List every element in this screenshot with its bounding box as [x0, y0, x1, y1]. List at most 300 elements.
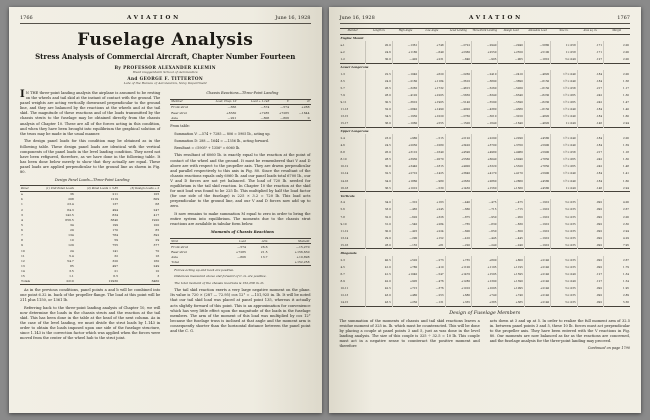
table-cell: .127 — [577, 277, 603, 284]
column-header: Three-Point Landing — [472, 29, 498, 35]
table-cell: —650 — [498, 227, 524, 234]
table-cell: +1470 — [445, 270, 471, 277]
table-cell: .242 — [577, 163, 603, 170]
table-cell: .092 — [577, 199, 603, 206]
table-cell: 6.5 — [113, 274, 119, 279]
table-cell: —4380 — [472, 106, 498, 113]
table-cell: +2630 — [445, 177, 471, 184]
table-cell: —3010 — [472, 113, 498, 120]
table-row — [340, 213, 631, 220]
table-cell: .146 — [577, 120, 603, 128]
group-label: Upper Longerons — [340, 127, 631, 134]
table-cell: 26.5 — [366, 84, 392, 91]
table-cell: 16-18 — [340, 185, 349, 190]
table-cell: +3700 — [498, 142, 524, 149]
moments-table — [170, 238, 310, 266]
column-header: Panel — [20, 186, 35, 191]
table-cell: +7850 — [524, 163, 550, 170]
table-cell: —530 — [419, 184, 445, 192]
table-cell: 1920 — [151, 217, 160, 222]
table-cell: 1.1 — [69, 274, 74, 279]
table-cell: —253 — [419, 292, 445, 299]
table-cell: —131 — [419, 299, 445, 307]
table-cell: 134 — [68, 233, 74, 238]
table-note-3: The total moment of the chassis reactions is 152,258 in. lb. — [174, 280, 265, 285]
table-cell: +4580 — [524, 134, 550, 141]
table-cell: 32.5 — [366, 170, 392, 177]
table-cell: 41.0 — [366, 263, 392, 270]
table-row — [340, 220, 631, 227]
table-cell: +2140 — [524, 270, 550, 277]
table-cell: 15-17 — [340, 121, 349, 126]
table-cell: Total — [171, 260, 179, 265]
column-header: Length in. — [366, 29, 392, 35]
table-cell: +1195 — [498, 263, 524, 270]
table-cell: +250 — [392, 299, 418, 307]
table-cell: 1.41 — [604, 170, 630, 177]
table-cell: —310 — [392, 199, 418, 206]
table-cell: —574 — [260, 105, 270, 110]
table-cell: +1020 — [419, 113, 445, 120]
table-cell: +1010 — [445, 284, 471, 291]
table-cell: +163 — [419, 199, 445, 206]
article-title: Fuselage Analysis — [77, 30, 254, 50]
table-cell: 1¼×.049 — [551, 134, 577, 141]
table-cell: +245 — [419, 206, 445, 213]
table-cell: —8230 — [524, 91, 550, 98]
table-cell: 1219 — [110, 197, 119, 202]
table-row — [340, 48, 631, 55]
table-cell: .184 — [577, 106, 603, 113]
table-cell: +3840 — [445, 170, 471, 177]
column-header: High Angle — [392, 29, 418, 35]
table-caption: Design of Fuselage Members — [449, 310, 521, 316]
table-cell: +2860 — [472, 177, 498, 184]
table-cell: —2722 — [445, 41, 471, 48]
table-cell: +288 — [301, 105, 310, 110]
table-cell: ⅞×.035 — [551, 241, 577, 249]
table-cell: 1.30 — [604, 91, 630, 98]
table-cell: +905 — [392, 277, 418, 284]
table-cell: 68 — [155, 202, 160, 207]
page-number-left: 1766 — [20, 15, 33, 21]
table-cell: —1640 — [472, 120, 498, 128]
table-cell: 29 — [155, 238, 160, 243]
table-cell: —5880 — [524, 41, 550, 48]
table-cell: +980 — [392, 134, 418, 141]
table-cell: —5590 — [498, 98, 524, 105]
table-cell: +5900 — [524, 142, 550, 149]
table-cell: —420 — [392, 55, 418, 63]
table-cell: —220 — [445, 241, 471, 249]
table-cell: +1100 — [445, 263, 471, 270]
summation-v: Summation V: —574 + 7285 — 806 = 5905 lb., acting up. — [174, 131, 271, 136]
table-cell: 2-3 — [340, 257, 345, 262]
table-row — [340, 184, 631, 192]
table-cell: +1095 — [472, 284, 498, 291]
byline-author-2: And GEORGE F. TITTERTON — [127, 76, 204, 81]
table-cell: +1732 — [419, 84, 445, 91]
table-cell: —650 — [472, 227, 498, 234]
table-cell: +6040 — [498, 156, 524, 163]
table-cell: +152,258 — [294, 260, 310, 265]
table-cell: ⅞×.035 — [551, 256, 577, 263]
table-cell: —905 — [472, 55, 498, 63]
table-cell: 3 — [21, 212, 23, 217]
table-cell: —1910 — [524, 234, 550, 241]
table-cell: 1¼×.049 — [551, 177, 577, 184]
table-cell: —875 — [445, 213, 471, 220]
table-row — [340, 120, 631, 128]
table-row — [340, 41, 631, 48]
header-rule-left — [20, 23, 311, 24]
table-cell: a-1 — [340, 42, 345, 47]
table-cell: +748 — [419, 41, 445, 48]
paragraph: The tail skid reaction exerts a very large negative moment on the plane. Its value is 720 × (287 — 72.95) cos 12° = —151,925 in. lb. It will be noted that our tail skid load was placed at panel point 135, whereas it actually acts slightly forward of this point. This is an approximation for convenience which has very little effect upon the magnitude of the loads in the fuselage members. The arm of the moment of this load was multiplied by cos 12° because the fuselage truss is inclined at that angle and the moment arm is consequently shorter than the horizontal distance between the panel point and the C. G. — [170, 288, 311, 333]
table-cell: —1950 — [392, 113, 418, 120]
table-cell: ⅞×.035 — [551, 227, 577, 234]
table-cell: +4590 — [445, 149, 471, 156]
table-cell: —806 — [237, 254, 246, 259]
table-cell: +7850 — [524, 156, 550, 163]
table-cell: 1.40 — [604, 106, 630, 113]
table-cell: +3420 — [445, 142, 471, 149]
column-header: Allowable Load — [524, 29, 550, 35]
table-cell: —1815 — [419, 163, 445, 170]
table-cell: 1.18 — [604, 149, 630, 156]
table-cell: 1.54 — [604, 277, 630, 284]
table-cell: 2210 — [66, 279, 74, 284]
table-cell: 2.00 — [604, 70, 630, 77]
table-cell: 24.5 — [366, 142, 392, 149]
table-cell: +2140 — [524, 284, 550, 291]
table-cell: 59 — [114, 238, 119, 243]
table-cell: 834 — [112, 212, 119, 217]
table-cell: a — [21, 192, 23, 197]
table-cell: —620 — [392, 213, 418, 220]
table-cell: 497 — [112, 263, 119, 268]
table-cell: 7-8 — [340, 214, 345, 219]
table-cell: +2860 — [498, 177, 524, 184]
table-cell: —4120 — [392, 91, 418, 98]
table-cell: —5830 — [445, 91, 471, 98]
table-row — [340, 170, 631, 177]
table-cell: —649 — [419, 48, 445, 55]
column-header: Design Load — [498, 29, 524, 35]
table-cell: .146 — [577, 184, 603, 192]
table-cell: +780 — [392, 263, 418, 270]
table-cell: 24.6 — [366, 48, 392, 55]
table-cell: 33.0 — [366, 206, 392, 213]
table-note-1: Forces acting up and back are positive. — [174, 267, 235, 272]
table-cell: —4020 — [445, 106, 471, 113]
table-cell: 1¼×.049 — [551, 142, 577, 149]
table-cell: 10 — [155, 269, 160, 274]
table-cell: .092 — [577, 284, 603, 291]
table-cell: +355 — [445, 299, 471, 307]
table-cell: —6340 — [498, 91, 524, 98]
table-cell: 24.0 — [366, 77, 392, 84]
table-cell: 211 — [112, 192, 119, 197]
table-row — [340, 106, 631, 113]
table-cell: —950 — [472, 213, 498, 220]
table-cell: .092 — [577, 256, 603, 263]
table-cell: +800 — [498, 256, 524, 263]
table-cell: +3930 — [392, 156, 418, 163]
table-cell: 7 — [21, 233, 23, 238]
table-cell: —3610 — [392, 98, 418, 105]
table-cell: .217 — [577, 84, 603, 91]
table-row — [340, 163, 631, 170]
table-cell: 3.5 — [69, 269, 74, 274]
table-cell: +1184 — [419, 77, 445, 84]
table-cell: 2.00 — [604, 213, 630, 220]
table-cell: —2410 — [498, 70, 524, 77]
table-cell: 21.5 — [260, 249, 268, 254]
table-cell: —476 — [419, 277, 445, 284]
table-cell: .127 — [577, 270, 603, 277]
table-cell: 23.0 — [366, 134, 392, 141]
table-row — [340, 113, 631, 120]
column-header: Member — [170, 99, 200, 104]
table-cell: —4820 — [524, 70, 550, 77]
table-cell: 392 — [153, 233, 160, 238]
table-cell: —715 — [498, 206, 524, 213]
table-row — [340, 292, 631, 299]
panel-loads-table — [20, 185, 160, 285]
table-cell: 15-16 — [340, 242, 349, 247]
table-cell: —3265 — [392, 84, 418, 91]
table-cell: —2410 — [472, 70, 498, 77]
article-subtitle: Stress Analysis of Commercial Aircraft, Chapter Number Fourteen — [35, 52, 296, 61]
table-cell: 1-2 — [340, 56, 345, 61]
table-cell: +1195 — [472, 263, 498, 270]
column-header: D — [290, 99, 311, 104]
table-cell: —2840 — [392, 106, 418, 113]
table-cell: —465 — [392, 206, 418, 213]
table-cell: Front strut — [171, 244, 188, 249]
table-cell: 85 — [155, 228, 160, 233]
table-cell: —15,270 — [296, 244, 310, 249]
table-cell: 34.0 — [366, 177, 392, 184]
table-cell: —240 — [498, 241, 524, 249]
table-cell: +2360 — [445, 48, 471, 55]
table-cell: —980 — [419, 177, 445, 184]
table-cell: +1390 — [498, 277, 524, 284]
table-row — [340, 177, 631, 184]
table-cell: —6340 — [472, 91, 498, 98]
table-cell: 2.94 — [604, 184, 630, 192]
table-cell: —656 — [227, 105, 237, 110]
table-cell: +1040 — [392, 270, 418, 277]
table-cell: +715 — [392, 284, 418, 291]
table-cell: .092 — [577, 241, 603, 249]
header-rule-right — [340, 23, 631, 24]
table-cell: 12 — [21, 258, 25, 263]
table-cell: 1.79 — [604, 263, 630, 270]
column-header: Area sq. in. — [577, 29, 603, 35]
bottom-column-1: The summation of the moments of chassis and tail skid reactions leaves a residue moment of 325 in. lb. which must be counteracted. This will be done by placing a couple at panel points 3 and 5, just as was done in the level landing analysis. The size of this couple is 325 ÷ 32.5 = 10 lb. This couple must act in a negative sense to counteract the positive moment and therefore — [339, 318, 480, 349]
table-cell: 43.0 — [366, 292, 392, 299]
table-cell: 34.0 — [366, 199, 392, 206]
table-cell: Front strut — [171, 105, 188, 110]
table-cell: 160 — [153, 258, 160, 263]
table-cell: —921 — [227, 115, 237, 120]
table-row — [340, 249, 631, 256]
table-cell: 2.00 — [604, 55, 630, 63]
table-cell: 10 — [21, 248, 25, 253]
table-cell: 1.60 — [604, 177, 630, 184]
table-cell: 1×.049 — [551, 120, 577, 128]
table-cell: 36.5 — [366, 184, 392, 192]
table-cell: 32 — [114, 253, 119, 258]
table-cell: —1910 — [524, 241, 550, 249]
table-cell: —155 — [392, 241, 418, 249]
table-cell: 12930 — [108, 279, 119, 284]
table-cell: +7285 — [235, 249, 246, 254]
table-cell: 41.5 — [366, 270, 392, 277]
table-cell: 11 — [21, 253, 25, 258]
table-cell: 5-7 — [340, 85, 345, 90]
table-cell: 129 — [68, 243, 74, 248]
table-cell: .092 — [577, 292, 603, 299]
column-header: Arm — [247, 238, 269, 243]
table-cell: 1.59 — [604, 142, 630, 149]
table-cell: .092 — [577, 299, 603, 307]
table-cell — [217, 260, 247, 266]
table-cell: +680 — [445, 292, 471, 299]
table-cell: —410 — [445, 234, 471, 241]
table-cell: +4980 — [498, 149, 524, 156]
table-cell: —765 — [445, 220, 471, 227]
table-cell: —3610 — [445, 77, 471, 84]
table-cell: —475 — [498, 199, 524, 206]
table-row — [340, 91, 631, 98]
table-cell: +4980 — [472, 149, 498, 156]
table-cell: 2.00 — [604, 134, 630, 141]
table-cell: +2140 — [524, 263, 550, 270]
table-row — [340, 98, 631, 105]
table-cell: +2140 — [524, 292, 550, 299]
table-cell: Totals — [21, 279, 31, 284]
table-cell: 1×.058 — [551, 48, 577, 55]
table-cell: +156,630 — [294, 249, 310, 254]
table-cell: —290 — [392, 234, 418, 241]
paragraph-text: acts down at 3 and up at 5. In order to realize the full moment arm of 32.5 in. between panel points 3 and 5, these 10 lb. forces must act perpendicular to the propeller axis. They have been entered with the V reactions in Fig. 80. Our moments are now balanced as far as the reactions are concerned, and the fuselage analysis for the three-point landing may proceed. — [489, 318, 630, 344]
table-cell: +2205 — [419, 91, 445, 98]
table-cell: —3010 — [498, 113, 524, 120]
table-cell: —6150 — [524, 106, 550, 113]
table-cell: —1910 — [524, 206, 550, 213]
paragraph: This resultant of 6060 lb. is exactly equal to the reaction at the point of contact of the wheel and the ground. It must be remembered that V and D above are with respect to the propeller axis. They are drawn perpendicular and parallel respectively to this axis in Fig. 80. Since the resultant of the chassis reactions equals only 6060 lb. and our panel loads total 6700 lb., our V and D forces are not yet balanced. The load of 720 lb. needed for equilibrium is the tail skid reaction. In Chapter 10 the reaction at the skid for unit load was found to be 225 lb. This multiplied by half the load factor (for one side of the fuselage) is 225 × 3.2 = 720 lb. This load acts perpendicular to the ground line, and our V and D forces now add up to zero. — [170, 153, 311, 209]
table-cell: 29 — [70, 228, 74, 233]
table-cell: 2 — [21, 207, 23, 212]
table-cell: 54.7 — [67, 258, 74, 263]
table-cell: 2.89 — [604, 292, 630, 299]
table-cell: —475 — [472, 199, 498, 206]
table-cell: 3-4 — [340, 200, 345, 205]
fuselage-members-table — [340, 28, 631, 307]
column-header: (1) Unit Panel Loads — [35, 186, 75, 191]
table-cell: +740 — [472, 292, 498, 299]
table-cell: —840 — [445, 55, 471, 63]
table-cell: ⅞×.035 — [551, 206, 577, 213]
paragraph: As in the previous conditions, panel points a and b will be combined into one point 6.32 in. back of the propeller flange. The load at this point will be 211 plus 1150, or 1361 lb. — [20, 287, 161, 303]
table-cell: —1910 — [524, 227, 550, 234]
table-cell: 9-10 — [340, 221, 347, 226]
table-cell: 1¼×.065 — [551, 163, 577, 170]
table-cell: —5140 — [445, 98, 471, 105]
page-right-header — [340, 15, 631, 21]
table-cell: 34.5 — [366, 113, 392, 120]
table-cell: 6 — [21, 228, 23, 233]
table-cell: +1905 — [419, 98, 445, 105]
issue-date-left: June 16, 1928 — [275, 15, 311, 21]
table-cell: +224 — [419, 227, 445, 234]
table-cell: —1910 — [524, 213, 550, 220]
table-cell: 14-16 — [340, 178, 349, 183]
table-row — [340, 70, 631, 77]
table-cell: —425 — [392, 227, 418, 234]
byline-author-2-affiliation: Late of the Bureau of Aeronautics, Navy Department — [123, 81, 207, 85]
column-header: Load, Chap. 10 — [201, 99, 238, 104]
table-cell: 2.00 — [604, 41, 630, 48]
table-cell: ⅞×.035 — [551, 213, 577, 220]
table-cell: —410 — [419, 263, 445, 270]
table-row — [340, 299, 631, 307]
table-row — [340, 241, 631, 249]
table-cell: Rear strut — [171, 249, 187, 254]
table-cell: 8-10 — [340, 157, 347, 162]
column-header: Strut — [170, 238, 217, 243]
table-cell: —1425 — [419, 170, 445, 177]
table-cell: +3440 — [392, 163, 418, 170]
table-cell: +2140 — [524, 299, 550, 307]
table-row — [340, 227, 631, 234]
journal-name-right: AVIATION — [468, 15, 524, 21]
table-cell: —2160 — [392, 77, 418, 84]
table-cell: +4170 — [472, 170, 498, 177]
table-cell: —806 — [260, 115, 270, 120]
table-cell: 30.0 — [366, 163, 392, 170]
table-cell: —950 — [498, 213, 524, 220]
table-cell: +152 — [419, 234, 445, 241]
table-cell: 1¼×.065 — [551, 156, 577, 163]
body-column-1 — [20, 91, 160, 344]
table-cell: .184 — [577, 170, 603, 177]
table-row — [340, 263, 631, 270]
table-cell: 2.30 — [604, 220, 630, 227]
table-cell: —715 — [472, 206, 498, 213]
table-cell: 70 — [155, 248, 160, 253]
table-cell: +1860 — [392, 177, 418, 184]
column-header: V — [270, 99, 290, 104]
table-cell: 23.4 — [67, 202, 74, 207]
table-cell: —4380 — [498, 106, 524, 113]
table-cell: 755 — [112, 243, 119, 248]
table-row — [340, 127, 631, 134]
table-cell: +4900 — [445, 163, 471, 170]
table-cell: 6-7 — [340, 271, 345, 276]
table-cell: ⅞×.035 — [551, 220, 577, 227]
table-cell: +385 — [472, 299, 498, 307]
table-cell: 14 — [21, 269, 25, 274]
paragraph: It now remains to make summation M equal to zero in order to bring the entire system into equilibrium. The moments due to the chassis strut reactions are available in tabular form below. — [170, 212, 311, 227]
table-cell: 6-8 — [340, 150, 345, 155]
table-row — [340, 55, 631, 63]
table-cell: 199 — [112, 222, 119, 227]
table-cell: +2290 — [472, 134, 498, 141]
